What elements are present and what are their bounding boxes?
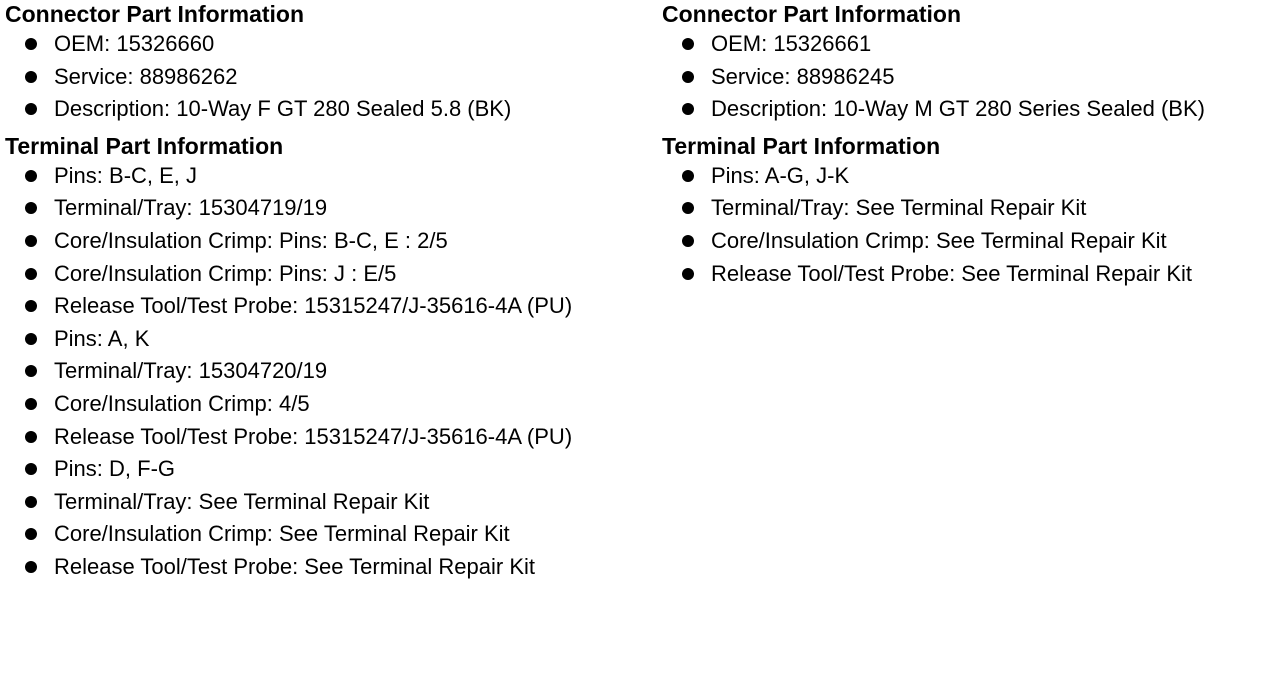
left-column [5, 0, 655, 584]
list-item [5, 61, 655, 94]
list-item [5, 192, 655, 225]
bullet-dot-icon [682, 235, 694, 247]
item-text: OEM: 15326661 [711, 31, 872, 56]
bullet-dot-icon [25, 463, 37, 475]
item-text: Description: 10-Way M GT 280 Series Sealed (BK) [711, 96, 1205, 122]
bullet-dot-icon [25, 268, 37, 280]
list-item [5, 258, 655, 291]
item-text: Pins: D, F-G [54, 456, 176, 482]
item-text: Core/Insulation Crimp: Pins: B-C, E : 2/5 [54, 227, 448, 253]
list-item [5, 421, 655, 454]
connector-heading-right: Connector Part Information [662, 1, 962, 27]
item-text: Description: 10-Way F GT 280 Sealed 5.8 (BK) [54, 96, 512, 122]
item-text: Terminal/Tray: 15304719/19 [54, 195, 328, 221]
item-text: OEM: 15326660 [54, 31, 215, 56]
list-item [5, 28, 655, 61]
bullet-dot-icon [25, 300, 37, 312]
connector-list-right [662, 28, 1277, 126]
item-text: Terminal/Tray: See Terminal Repair Kit [711, 195, 1087, 221]
bullet-dot-icon [25, 103, 37, 115]
terminal-heading-left: Terminal Part Information [5, 132, 284, 159]
item-text: Service: 88986245 [711, 63, 895, 89]
terminal-group-right-1 [662, 160, 1277, 290]
bullet-dot-icon [25, 431, 37, 443]
item-text: Release Tool/Test Probe: 15315247/J-35616-4A (PU) [54, 293, 573, 319]
list-item [5, 551, 655, 584]
list-item [5, 355, 655, 388]
bullet-dot-icon [682, 71, 694, 83]
bullet-dot-icon [25, 365, 37, 377]
item-text: Core/Insulation Crimp: See Terminal Repair Kit [54, 521, 510, 547]
bullet-dot-icon [682, 202, 694, 214]
list-item [662, 160, 1277, 193]
bullet-dot-icon [25, 561, 37, 573]
list-item [662, 192, 1277, 225]
bullet-dot-icon [682, 170, 694, 182]
terminal-group-left-1 [5, 160, 655, 323]
item-text: Terminal/Tray: 15304720/19 [54, 358, 328, 384]
terminal-group-left-3 [5, 453, 655, 583]
bullet-dot-icon [25, 496, 37, 508]
list-item [662, 61, 1277, 94]
bullet-dot-icon [25, 333, 37, 345]
item-text: Pins: A-G, J-K [711, 162, 850, 188]
bullet-dot-icon [25, 38, 37, 50]
bullet-dot-icon [682, 103, 694, 115]
list-item [662, 225, 1277, 258]
list-item [662, 258, 1277, 291]
bullet-dot-icon [25, 528, 37, 540]
right-column [662, 0, 1277, 290]
item-text: Terminal/Tray: See Terminal Repair Kit [54, 488, 430, 514]
item-text: Service: 88986262 [54, 63, 238, 89]
list-item [5, 453, 655, 486]
list-item [662, 93, 1277, 126]
list-item [5, 388, 655, 421]
terminal-group-left-2 [5, 323, 655, 453]
list-item [662, 28, 1277, 61]
list-item [5, 486, 655, 519]
item-text: Release Tool/Test Probe: See Terminal Repair Kit [54, 553, 535, 579]
item-text: Pins: A, K [54, 325, 150, 351]
connector-list-left [5, 28, 655, 126]
list-item [5, 225, 655, 258]
item-text: Pins: B-C, E, J [54, 162, 198, 188]
terminal-heading-right: Terminal Part Information [662, 132, 941, 159]
item-text: Core/Insulation Crimp: 4/5 [54, 390, 310, 416]
list-item [5, 323, 655, 356]
list-item [5, 518, 655, 551]
bullet-dot-icon [25, 398, 37, 410]
item-text: Core/Insulation Crimp: See Terminal Repair Kit [711, 227, 1167, 253]
bullet-dot-icon [682, 38, 694, 50]
bullet-dot-icon [25, 71, 37, 83]
list-item [5, 290, 655, 323]
bullet-dot-icon [682, 268, 694, 280]
list-item [5, 93, 655, 126]
bullet-dot-icon [25, 235, 37, 247]
item-text: Release Tool/Test Probe: 15315247/J-35616-4A (PU) [54, 423, 573, 449]
item-text: Core/Insulation Crimp: Pins: J : E/5 [54, 260, 397, 286]
bullet-dot-icon [25, 202, 37, 214]
connector-heading-left: Connector Part Information [5, 1, 305, 27]
item-text: Release Tool/Test Probe: See Terminal Repair Kit [711, 260, 1192, 286]
list-item [5, 160, 655, 193]
bullet-dot-icon [25, 170, 37, 182]
